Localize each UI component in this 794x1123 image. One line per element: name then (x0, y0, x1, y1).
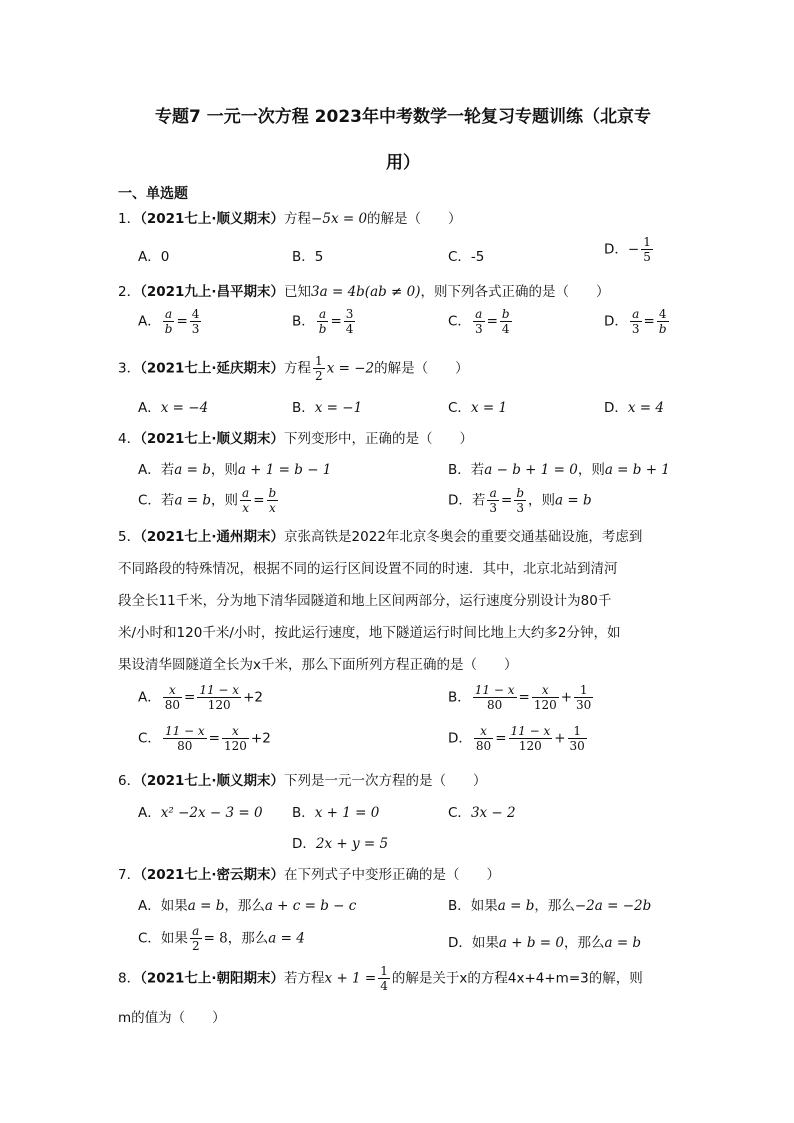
equation: a = b (555, 492, 592, 509)
equation: a = b (604, 935, 642, 951)
fraction (657, 307, 669, 336)
connector-text: ，则 (528, 492, 556, 509)
question-8-line-2: m的值为（ ） (118, 1010, 226, 1026)
option-label: A． (138, 313, 161, 330)
option-a (138, 801, 263, 821)
option-a: A． $\frac{a}{b}$ = $\frac{4}{3}$ (138, 307, 200, 336)
denominator: 80 (475, 739, 492, 753)
option-label: B． (448, 689, 471, 706)
equation: x² −2x − 3 = 0 (160, 805, 263, 821)
option-b: B．5 (292, 249, 324, 265)
equation: a − b + 1 = 0 (484, 462, 578, 478)
connector-text: ，则 (211, 492, 239, 509)
connector-text: ，则 (577, 462, 605, 478)
option-c: C．若a = b，则 $\frac{a}{x}$ = $\frac{b}{x}$ (138, 486, 277, 515)
connector-text: ，那么 (563, 935, 605, 951)
numerator: 1 (380, 964, 388, 978)
option-label: B．若 (448, 462, 485, 478)
title-line-1: 专题7 一元一次方程 2023年中考数学一轮复习专题训练（北京专 (155, 107, 651, 127)
question-text: 在下列式子中变形正确的是（ ） (284, 867, 501, 883)
denominator: 30 (569, 739, 585, 753)
connector-text: ，那么 (534, 898, 575, 914)
question-number: 5． (118, 529, 141, 545)
denominator: 3 (516, 501, 525, 515)
denominator: 2 (191, 939, 200, 953)
option-label: C． (138, 730, 161, 747)
numerator: 4 (191, 307, 200, 321)
paragraph-line: 段全长11千米，分为地下清华园隧道和地上区间两部分，运行速度分别设计为80千 (118, 593, 612, 609)
equation: −2a = −2b (574, 898, 652, 914)
denominator: 4 (501, 322, 510, 336)
equation: x + 1 = (324, 970, 377, 987)
denominator: 3 (191, 322, 200, 336)
numerator: x (532, 683, 559, 698)
denominator: 5 (643, 250, 651, 264)
denominator: 80 (177, 739, 193, 753)
question-2 (118, 280, 610, 300)
fraction (267, 486, 279, 515)
numerator: b (516, 486, 525, 500)
question-text: 的解是关于x的方程4x+4+m=3的解，则 (391, 970, 643, 987)
option-label: C． (448, 805, 471, 821)
numerator: 1 (643, 235, 651, 249)
fraction (163, 724, 207, 753)
equation: a + c = b − c (264, 898, 357, 914)
denominator: b (658, 322, 667, 336)
question-number: 6． (118, 773, 141, 789)
option-a: A． $\frac{x}{80}$ = $\frac{11 - x}{120}$ +2 (138, 683, 263, 712)
option-label: D． (448, 730, 472, 747)
numerator: a (473, 307, 485, 322)
denominator: 120 (518, 739, 542, 753)
option-c: C． $\frac{a}{3}$ = $\frac{b}{4}$ (448, 307, 510, 336)
equation: a = b + 1 (604, 462, 670, 478)
equation: x = 1 (470, 400, 508, 416)
denominator: 3 (489, 501, 498, 515)
fraction (240, 486, 251, 515)
option-b (292, 801, 379, 821)
fraction (568, 724, 587, 753)
fraction (313, 354, 325, 383)
question-number: 3． (118, 360, 141, 377)
question-number: 8． (118, 970, 141, 987)
denominator: 3 (474, 322, 483, 336)
question-source: （2021七上·顺义期末） (140, 773, 285, 789)
question-number: 7． (118, 867, 141, 883)
equation-tail: +2 (243, 689, 263, 706)
equation: x + 1 = 0 (314, 805, 380, 821)
option-label: C． (448, 400, 471, 416)
denominator: 120 (223, 739, 247, 753)
paragraph-line (118, 521, 678, 553)
question-source: （2021九上·昌平期末） (140, 284, 285, 300)
equation: 3x − 2 (470, 805, 516, 821)
question-source: （2021七上·顺义期末） (140, 431, 285, 447)
question-1 (118, 207, 462, 227)
connector-text: ，那么 (227, 930, 269, 947)
option-b (292, 396, 362, 416)
numerator: x (222, 724, 249, 739)
denominator: 4 (345, 322, 354, 336)
numerator: a (630, 307, 642, 322)
option-a: A．0 (138, 249, 170, 265)
equation: 3a = 4b(ab ≠ 0) (311, 284, 421, 300)
fraction (574, 683, 593, 712)
denominator: 2 (315, 369, 323, 383)
option-b (448, 894, 651, 914)
numerator: a (242, 486, 250, 500)
option-c (448, 396, 507, 416)
fraction (474, 724, 493, 753)
equation: x = 4 (627, 400, 665, 416)
numerator: 3 (345, 307, 354, 321)
option-label: A． (138, 689, 161, 706)
fraction (190, 924, 202, 953)
numerator: a (487, 486, 499, 501)
equation-tail: +2 (250, 730, 271, 747)
numerator: a (190, 924, 202, 939)
question-source: （2021七上·密云期末） (140, 867, 285, 883)
equation: a + 1 = b − 1 (237, 462, 332, 478)
fraction (317, 307, 329, 336)
option-label: C． (448, 313, 471, 330)
denominator: x (268, 501, 276, 515)
question-8 (118, 964, 643, 993)
option-d (292, 832, 388, 852)
option-c (448, 801, 516, 821)
fraction (532, 683, 559, 712)
denominator: x (242, 501, 249, 515)
question-source: （2021七上·延庆期末） (140, 360, 285, 377)
numerator: 1 (315, 354, 323, 368)
option-label: B． (292, 805, 315, 821)
paragraph-line: 米/小时和120千米/小时，按此运行速度，地下隧道运行时间比地上大约多2分钟，如 (118, 625, 621, 641)
fraction (630, 307, 642, 336)
denominator: 4 (380, 979, 388, 993)
equation: a = b (187, 898, 225, 914)
option-a (138, 458, 331, 478)
question-source: （2021七上·通州期末） (140, 529, 285, 545)
fraction (473, 683, 517, 712)
equation: a = 4 (268, 930, 305, 947)
equation: 2x + y = 5 (315, 836, 389, 852)
denominator: 3 (631, 322, 640, 336)
option-c: C．-5 (448, 249, 485, 265)
option-a (138, 396, 208, 416)
option-d: D． $\frac{x}{80}$ = $\frac{11 - x}{120}$ + $\frac{1}{30}$ (448, 724, 585, 753)
option-b: B． $\frac{a}{b}$ = $\frac{3}{4}$ (292, 307, 354, 336)
option-label: D． (292, 836, 316, 852)
equation: x = −4 (160, 400, 209, 416)
option-d: D． $\frac{a}{3}$ = $\frac{4}{b}$ (604, 307, 667, 336)
denominator: 80 (164, 698, 181, 712)
fraction (641, 235, 653, 264)
option-d: D．若 $\frac{a}{3}$ = $\frac{b}{3}$ ，则a = b (448, 486, 592, 515)
question-source: （2021七上·顺义期末） (140, 211, 285, 227)
numerator: 11 − x (199, 683, 240, 697)
connector-text: ，那么 (224, 898, 265, 914)
denominator: 120 (533, 698, 557, 712)
section-heading: 一、单选题 (118, 186, 188, 202)
question-text: 方程 (284, 360, 312, 377)
numerator: x (474, 724, 493, 739)
option-label: A． (138, 805, 161, 821)
numerator: 11 − x (474, 683, 515, 697)
minus-sign: − (627, 241, 640, 258)
fraction (500, 307, 512, 336)
question-text: 方程 (284, 211, 312, 227)
option-c (138, 924, 305, 953)
question-text: 的解是（ ） (374, 360, 469, 377)
option-b: B． $\frac{11 - x}{80}$ = $\frac{x}{120}$ + $\frac{1}{30}$ (448, 683, 592, 712)
numerator: 1 (574, 683, 593, 698)
denominator: b (318, 322, 327, 336)
fraction (487, 486, 499, 515)
question-4 (118, 427, 473, 447)
option-label: B．如果 (448, 898, 498, 914)
fraction (514, 486, 526, 515)
equation: x = −1 (314, 400, 363, 416)
paragraph-line: 不同路段的特殊情况，根据不同的运行区间设置不同的时速．其中，北京北站到清河 (118, 561, 618, 577)
option-label: C．若 (138, 492, 175, 509)
numerator: 11 − x (164, 724, 205, 738)
question-text: 下列变形中，正确的是（ ） (284, 431, 474, 447)
numerator: a (163, 307, 175, 322)
question-text: 下列是一元一次方程的是（ ） (284, 773, 487, 789)
option-c: C． $\frac{11 - x}{80}$ = $\frac{x}{120}$ +2 (138, 724, 271, 753)
option-label: A．如果 (138, 898, 188, 914)
denominator: 80 (486, 698, 503, 712)
page-title (118, 94, 688, 186)
fraction (378, 964, 390, 993)
option-a (138, 894, 356, 914)
question-number: 2． (118, 284, 141, 300)
question-source: （2021七上·朝阳期末） (140, 970, 285, 987)
fraction (222, 724, 249, 753)
numerator: 11 − x (510, 724, 551, 738)
option-b (448, 458, 670, 478)
denominator: b (164, 322, 173, 336)
question-5 (118, 521, 678, 681)
connector-text: ，则 (210, 462, 238, 478)
question-3 (118, 354, 469, 383)
fraction (473, 307, 485, 336)
equation: a = b (174, 462, 211, 478)
fraction (344, 307, 356, 336)
equation: = 8 (203, 930, 228, 947)
equation: x = −2 (326, 360, 375, 377)
option-d (604, 396, 664, 416)
option-d (448, 931, 641, 951)
question-number: 1． (118, 211, 141, 227)
title-line-2: 用） (386, 153, 420, 173)
question-text: 已知 (284, 284, 312, 300)
fraction (163, 307, 175, 336)
option-label: B． (292, 313, 315, 330)
numerator: b (501, 307, 510, 321)
numerator: 1 (568, 724, 587, 739)
option-label: D． (604, 241, 628, 258)
question-6 (118, 769, 487, 789)
numerator: x (163, 683, 182, 698)
equation: −5x = 0 (311, 211, 368, 227)
option-label: A． (138, 400, 161, 416)
numerator: b (268, 486, 277, 500)
equation: a + b = 0 (498, 935, 564, 951)
question-text: 若方程 (284, 970, 325, 987)
question-7 (118, 863, 500, 883)
option-label: D．如果 (448, 935, 499, 951)
numerator: 4 (657, 307, 669, 322)
fraction (197, 683, 241, 712)
question-text: ，则下列各式正确的是（ ） (420, 284, 610, 300)
question-text: 的解是（ ） (367, 211, 462, 227)
fraction (163, 683, 182, 712)
numerator: a (317, 307, 329, 322)
question-text: 京张高铁是2022年北京冬奥会的重要交通基础设施，考虑到 (284, 529, 643, 545)
option-label: D． (604, 313, 628, 330)
option-label: A．若 (138, 462, 175, 478)
option-label: B． (292, 400, 315, 416)
option-label: C．如果 (138, 930, 188, 947)
equation: a = b (174, 492, 212, 509)
denominator: 30 (576, 698, 592, 712)
fraction (509, 724, 553, 753)
paragraph-line: 果设清华圆隧道全长为x千米，那么下面所列方程正确的是（ ） (118, 657, 518, 673)
denominator: 120 (207, 698, 231, 712)
option-label: D． (604, 400, 628, 416)
fraction (190, 307, 202, 336)
question-number: 4． (118, 431, 141, 447)
option-label: D．若 (448, 492, 486, 509)
option-d (604, 235, 655, 264)
equation: a = b (497, 898, 535, 914)
